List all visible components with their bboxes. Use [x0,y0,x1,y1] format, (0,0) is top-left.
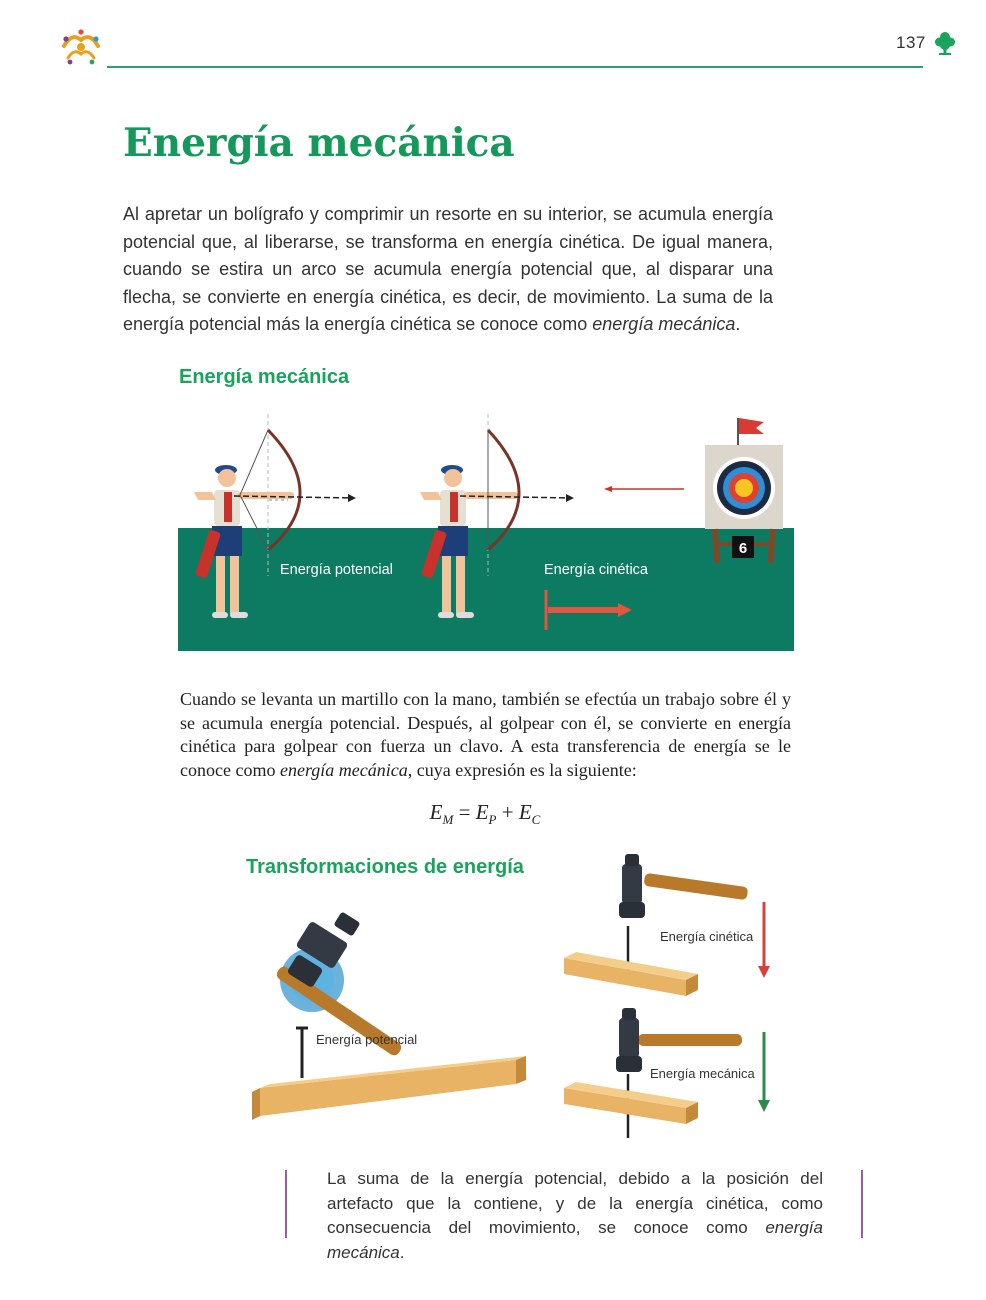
callout-body: La suma de la energía potencial, debido a la posición del artefacto que la contiene, y de la energía cinética, como consecuencia del movimiento, se conoce como [327,1169,823,1237]
intro-text: Al apretar un bolígrafo y comprimir un resorte en su interior, se acumula energía potencial que, al liberarse, se transforma en energía cinética. De igual manera, cuando se estira un arco se acumula energía potencial que, al disparar una flecha, se convierte en energía cinética, es decir, de movimiento. La suma de la energía potencial más la energía cinética se conoce como [123,204,773,334]
formula-em: E [429,800,443,824]
hammer-illustration [250,848,780,1140]
formula-ep: E [475,800,489,824]
label-kinetic-energy-2: Energía cinética [660,929,754,944]
body-text: Cuando se levanta un martillo con la mano, también se efectúa un trabajo sobre él y se acumula energía potencial. Después, al golpear con él, se convierte en energía cinética para golpear con fuerza un clavo. A esta transferencia de energía se le conoce como [180,689,791,780]
intro-emphasis: energía mecánica [592,314,736,334]
target-number: 6 [738,540,748,557]
mechanical-energy-formula [380,800,590,828]
label-potential-energy-2: Energía potencial [316,1032,418,1047]
label-kinetic-energy: Energía cinética [544,562,648,578]
callout-emphasis: energía mecánica [327,1218,823,1262]
formula-ec-sub: C [531,812,541,828]
page-title: Energía mecánica [123,120,515,166]
formula-plus: + [496,800,519,824]
archery-illustration [176,408,796,654]
plank-left [260,1060,516,1116]
body-paragraph [180,688,791,782]
formula-ep-sub: P [488,812,497,828]
hammer-resting [616,1008,742,1072]
callout-text [327,1167,823,1265]
callout-bar-left [285,1170,287,1238]
hammer-striking [619,854,748,918]
figure2-heading: Transformaciones de energía [246,856,524,878]
label-potential-energy: Energía potencial [280,562,393,578]
formula-em-sub: M [442,812,454,828]
tree-icon [933,30,957,61]
body-text-end: , cuya expresión es la siguiente: [407,759,637,780]
callout-bar-right [861,1170,863,1238]
figure1-heading: Energía mecánica [179,366,350,388]
formula-equals: = [453,800,476,824]
series-logo-icon [58,26,104,73]
intro-paragraph [123,201,773,339]
label-mechanical-energy: Energía mecánica [650,1066,755,1081]
page-number: 137 [896,33,926,52]
body-emphasis: energía mecánica [279,759,408,780]
intro-text-end: . [735,314,741,334]
header-rule [107,66,923,68]
flag-icon [739,418,764,434]
formula-ec: E [518,800,532,824]
callout-end: . [399,1242,405,1262]
